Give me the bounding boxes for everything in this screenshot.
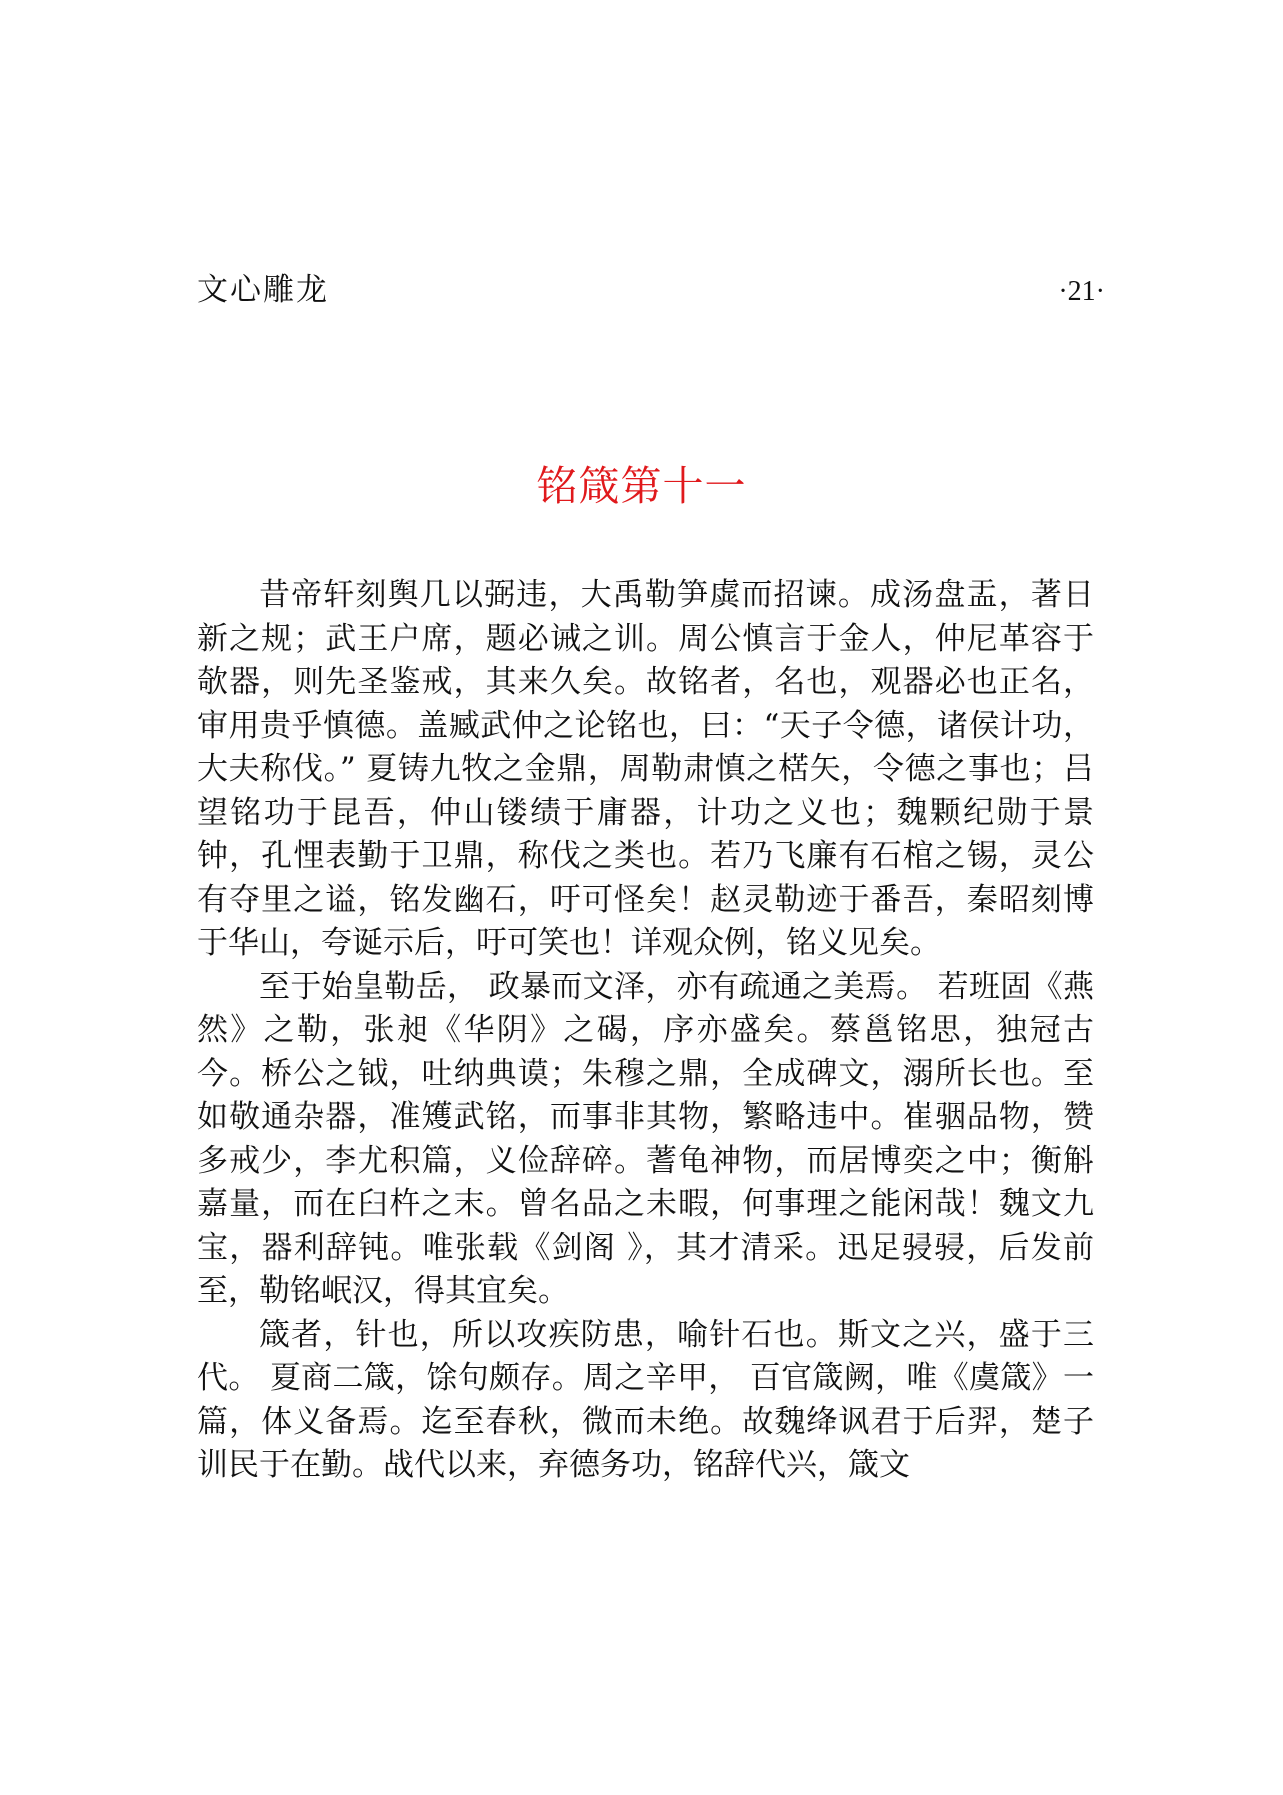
chapter-title: 铭箴第十一 — [536, 462, 747, 510]
running-header-book-title: 文心雕龙 — [197, 272, 329, 308]
paragraph-1: 昔帝轩刻舆几以弼违，大禹勒笋虡而招谏。成汤盘盂，著日新之规；武王户席，题必诫之训。周公慎言于金人，仲尼革容于欹器，则先圣鉴戒，其来久矣。故铭者，名也，观器必也正名，审用贵乎慎德。盖臧武仲之论铭也，曰：“天子令德，诸侯计功，大夫称伐。” 夏铸九牧之金鼎，周勒肃慎之楛矢，令德之事也；吕望铭功于昆吾，仲山镂绩于庸器，计功之义也；魏颗纪勋于景钟，孔悝表勤于卫鼎，称伐之类也。若乃飞廉有石棺之锡，灵公有夺里之谥，铭发幽石，吁可怪矣！赵灵勒迹于番吾，秦昭刻博于华山，夸诞示后，吁可笑也！详观众例，铭义见矣。 — [197, 577, 1094, 961]
page-number: ·21· — [1058, 276, 1105, 307]
body-text — [197, 574, 1094, 1488]
paragraph-2: 至于始皇勒岳， 政暴而文泽，亦有疏通之美焉。 若班固《燕然》之勒，张昶《华阴》之碣，序亦盛矣。蔡邕铭思，独冠古今。桥公之钺，吐纳典谟；朱穆之鼎，全成碑文，溺所长也。至如敬通杂器，准矱武铭，而事非其物，繁略违中。崔骃品物，赞多戒少，李尤积篇，义俭辞碎。蓍龟神物，而居博奕之中；衡斛嘉量，而在臼杵之末。曾名品之未暇，何事理之能闲哉！魏文九宝，器利辞钝。唯张载《剑阁 》，其才清采。迅足骎骎，后发前至，勒铭岷汉，得其宜矣。 — [197, 968, 1094, 1309]
paragraph-3: 箴者，针也，所以攻疾防患，喻针石也。斯文之兴，盛于三代。 夏商二箴，馀句颇存。周之辛甲， 百官箴阙，唯《虞箴》一篇，体义备焉。迄至春秋，微而未绝。故魏绛讽君于后羿，楚子训民于在勤。战代以来，弃德务功，铭辞代兴，箴文 — [197, 1316, 1094, 1483]
